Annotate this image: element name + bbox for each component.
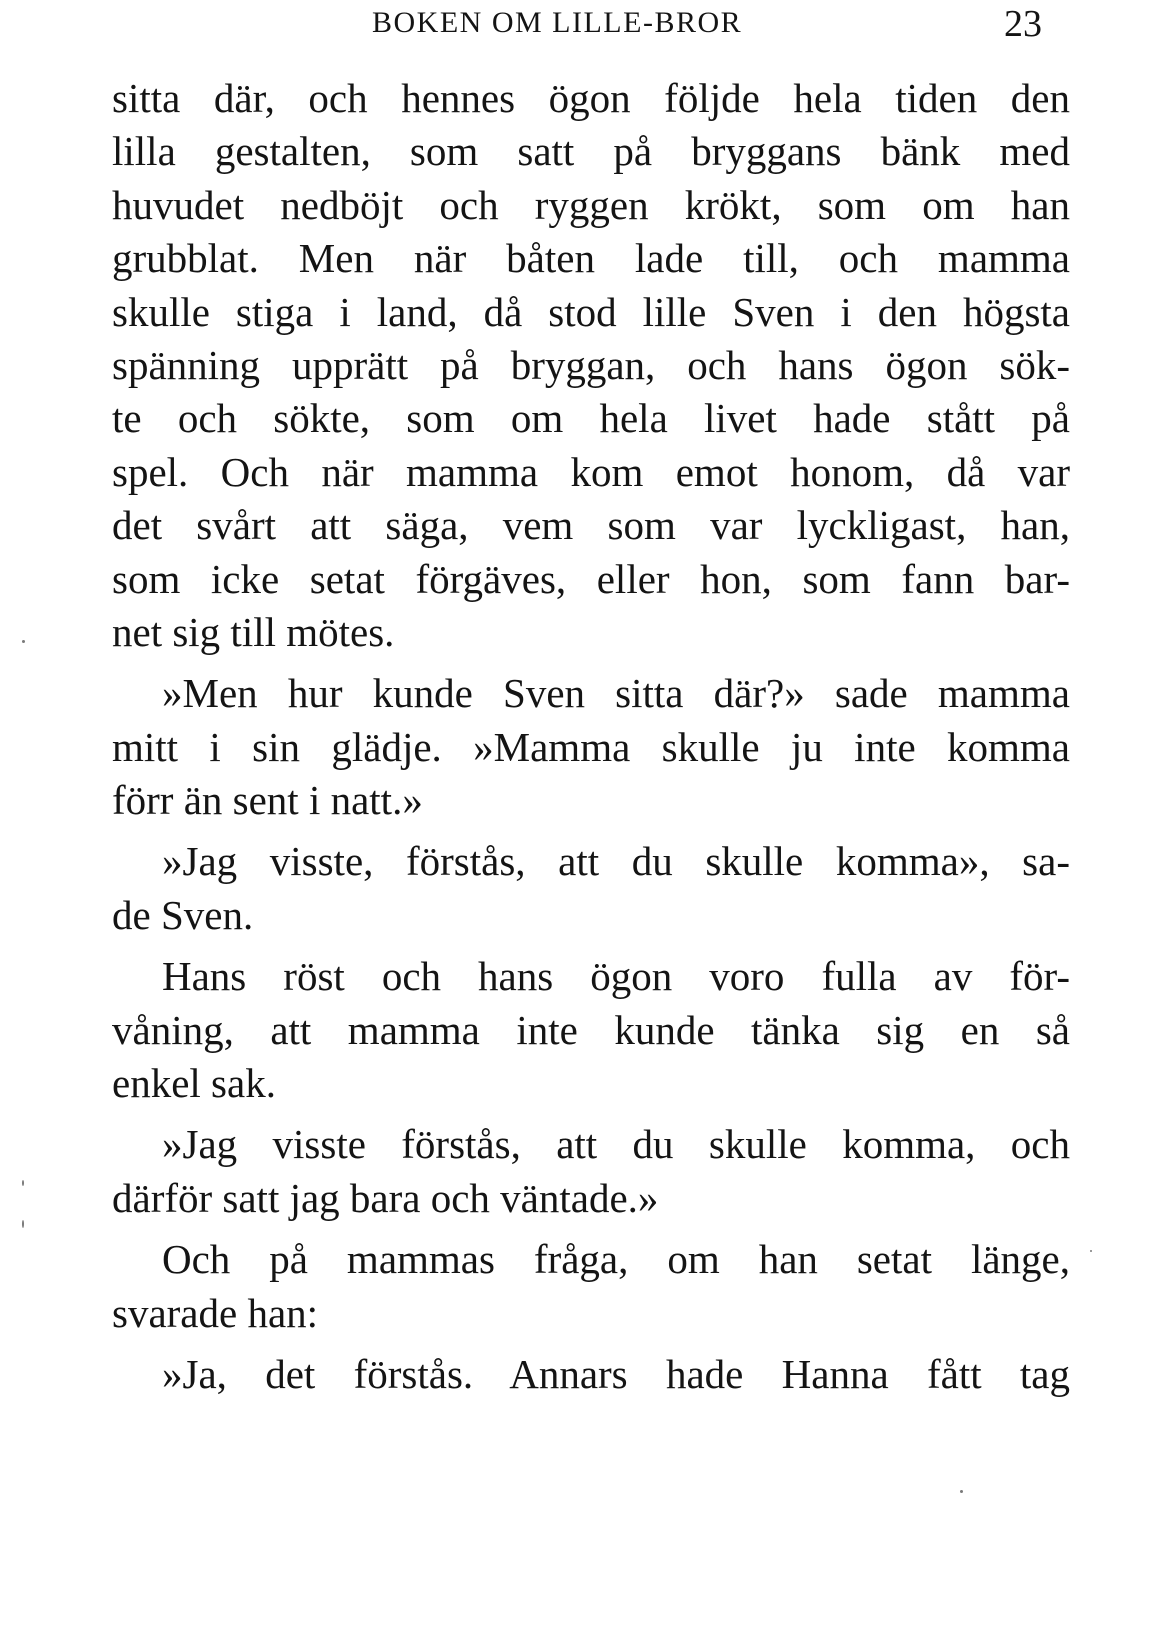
text-line: svarade han:: [112, 1289, 319, 1336]
text-line: te och sökte, som om hela livet hade stått på: [112, 395, 1070, 442]
scan-speck: [1090, 1250, 1092, 1252]
text-line: huvudet nedböjt och ryggen krökt, som om han: [112, 181, 1070, 228]
page-header: [0, 2, 1151, 45]
paragraph-6: [112, 1233, 1070, 1340]
text-line: förr än sent i natt.»: [112, 777, 423, 824]
paragraph-2: [112, 667, 1070, 827]
text-line: »Ja, det förstås. Annars hade Hanna fått tag: [162, 1350, 1070, 1397]
text-line: enkel sak.: [112, 1060, 276, 1107]
text-line: »Men hur kunde Sven sitta där?» sade mamma: [162, 670, 1070, 717]
paragraph-5: [112, 1118, 1070, 1225]
paragraph-1: [112, 72, 1070, 659]
scan-speck: [22, 640, 25, 643]
text-line: våning, att mamma inte kunde tänka sig en så: [112, 1006, 1070, 1053]
scan-speck: [22, 1180, 24, 1186]
text-line: som icke setat förgäves, eller hon, som fann bar-: [112, 555, 1070, 602]
text-line: net sig till mötes.: [112, 608, 395, 655]
text-line: det svårt att säga, vem som var lyckligast, han,: [112, 502, 1070, 549]
scan-speck: [960, 1490, 963, 1493]
text-line: spel. Och när mamma kom emot honom, då var: [112, 448, 1070, 495]
paragraph-3: [112, 835, 1070, 942]
page-number: 23: [1004, 3, 1042, 45]
text-line: »Jag visste förstås, att du skulle komma, och: [162, 1121, 1070, 1168]
paragraph-7: [112, 1348, 1070, 1401]
text-line: de Sven.: [112, 891, 254, 938]
text-line: därför satt jag bara och väntade.»: [112, 1174, 659, 1221]
paragraph-4: [112, 950, 1070, 1110]
text-line: sitta där, och hennes ögon följde hela tiden den: [112, 75, 1070, 121]
text-line: Och på mammas fråga, om han setat länge,: [162, 1236, 1070, 1283]
text-line: mitt i sin glädje. »Mamma skulle ju inte komma: [112, 723, 1070, 770]
text-line: lilla gestalten, som satt på bryggans bänk med: [112, 128, 1070, 175]
body-text: [112, 72, 1070, 1401]
text-line: grubblat. Men när båten lade till, och mamma: [112, 235, 1070, 282]
scan-speck: [22, 1220, 24, 1228]
text-line: skulle stiga i land, då stod lille Sven i den högsta: [112, 288, 1070, 335]
text-line: spänning upprätt på bryggan, och hans ögon sök-: [112, 341, 1070, 388]
text-line: »Jag visste, förstås, att du skulle komma», sa-: [162, 838, 1070, 885]
text-line: Hans röst och hans ögon voro fulla av för-: [162, 953, 1070, 1000]
running-title: BOKEN OM LILLE-BROR: [372, 6, 743, 39]
